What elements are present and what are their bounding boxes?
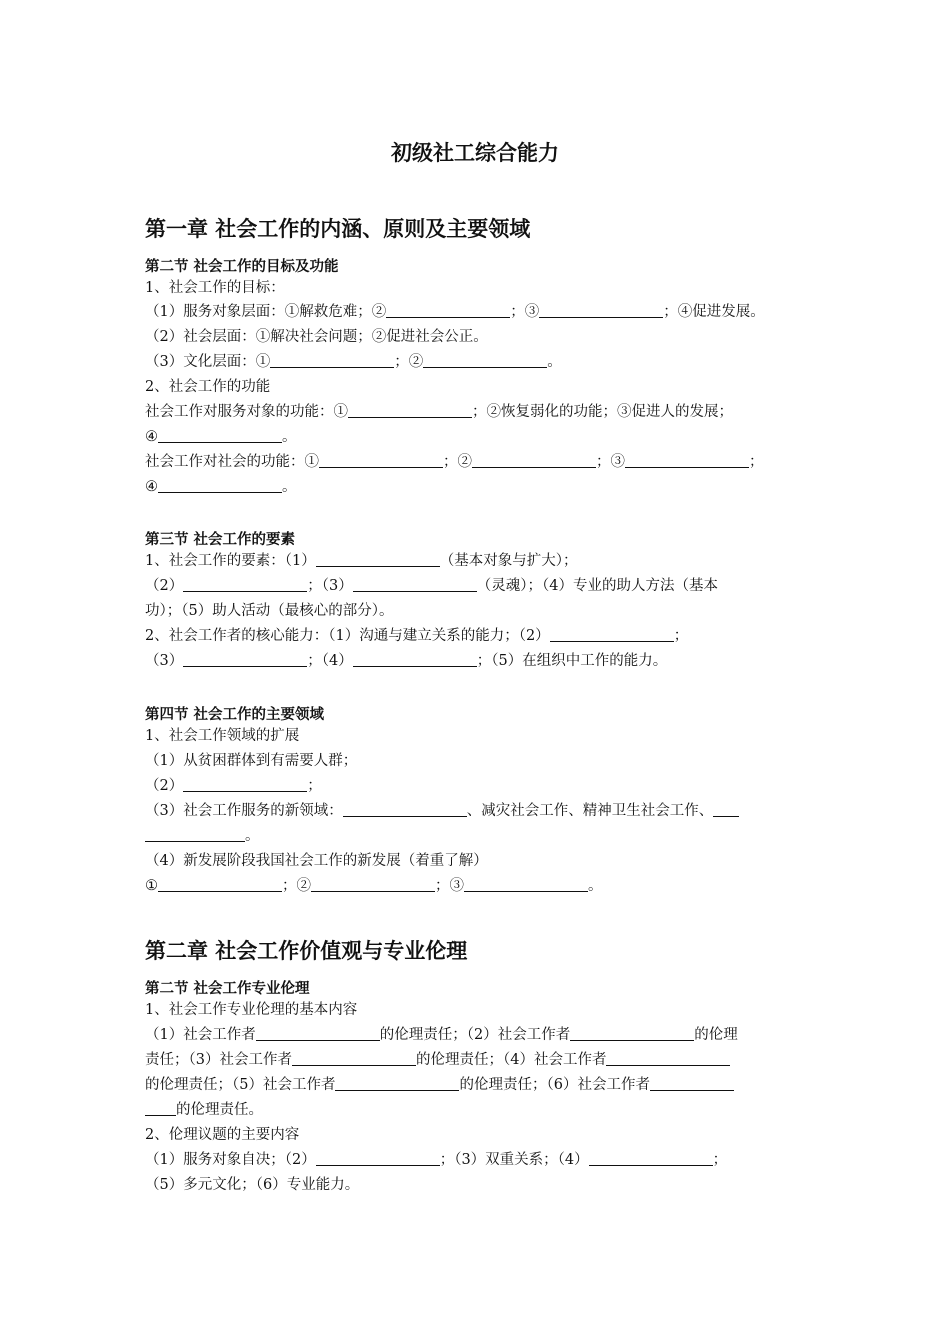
fill-blank[interactable] bbox=[343, 801, 467, 817]
text-line: （2） ； bbox=[145, 778, 322, 794]
fill-blank[interactable] bbox=[386, 302, 510, 318]
fill-blank[interactable] bbox=[145, 826, 245, 842]
chapter-2-heading: 第二章 社会工作价值观与专业伦理 bbox=[145, 939, 468, 963]
fill-blank[interactable] bbox=[316, 551, 440, 567]
text-line: ① ；② ；③ 。 bbox=[145, 878, 603, 894]
document-title: 初级社工综合能力 bbox=[391, 141, 559, 165]
text-line: （3）社会工作服务的新领域： 、减灾社会工作、精神卫生社会工作、 bbox=[145, 801, 739, 821]
text-line: 2、社会工作的功能 bbox=[145, 379, 271, 395]
text-line: （3） ；（4） ；（5）在组织中工作的能力。 bbox=[145, 653, 668, 669]
text-line: （1）服务对象自决；（2） ；（3）双重关系；（4） ； bbox=[145, 1152, 728, 1168]
fill-blank[interactable] bbox=[606, 1050, 730, 1066]
fill-blank[interactable] bbox=[158, 876, 282, 892]
fill-blank[interactable] bbox=[472, 452, 596, 468]
section-heading: 第二节 社会工作专业伦理 bbox=[145, 981, 310, 997]
fill-blank[interactable] bbox=[256, 1025, 380, 1041]
text-line: （1）社会工作者 的伦理责任；（2）社会工作者 的伦理 bbox=[145, 1027, 738, 1043]
text-line: 2、伦理议题的主要内容 bbox=[145, 1127, 300, 1143]
text-line: 的伦理责任；（5）社会工作者 的伦理责任；（6）社会工作者 bbox=[145, 1075, 734, 1095]
text-line: 责任；（3）社会工作者 的伦理责任；（4）社会工作者 bbox=[145, 1050, 730, 1070]
fill-blank[interactable] bbox=[158, 477, 282, 493]
fill-blank[interactable] bbox=[319, 452, 443, 468]
fill-blank[interactable] bbox=[570, 1025, 694, 1041]
fill-blank[interactable] bbox=[713, 801, 739, 817]
fill-blank[interactable] bbox=[550, 626, 674, 642]
text-line: （3）文化层面：① ；② 。 bbox=[145, 354, 562, 370]
text-line: 的伦理责任。 bbox=[145, 1100, 263, 1120]
text-line: （1）服务对象层面：①解救危难；② ；③ ；④促进发展。 bbox=[145, 304, 765, 320]
fill-blank[interactable] bbox=[589, 1150, 713, 1166]
text-line: （4）新发展阶段我国社会工作的新发展（着重了解） bbox=[145, 853, 488, 869]
fill-blank[interactable] bbox=[183, 651, 307, 667]
fill-blank[interactable] bbox=[650, 1075, 734, 1091]
fill-blank[interactable] bbox=[423, 352, 547, 368]
text-line: （2） ；（3） （灵魂）；（4）专业的助人方法（基本 bbox=[145, 578, 718, 594]
section-heading: 第三节 社会工作的要素 bbox=[145, 532, 296, 548]
text-line: 功）；（5）助人活动（最核心的部分）。 bbox=[145, 603, 394, 619]
text-line: ④ 。 bbox=[145, 479, 297, 495]
fill-blank[interactable] bbox=[183, 576, 307, 592]
text-line: （1）从贫困群体到有需要人群； bbox=[145, 753, 358, 769]
text-line: 1、社会工作的目标： bbox=[145, 280, 285, 296]
fill-blank[interactable] bbox=[145, 1100, 176, 1116]
chapter-1-heading: 第一章 社会工作的内涵、原则及主要领域 bbox=[145, 217, 531, 241]
text-line: 1、社会工作的要素：（1） （基本对象与扩大）； bbox=[145, 553, 578, 569]
section-heading: 第二节 社会工作的目标及功能 bbox=[145, 259, 339, 275]
fill-blank[interactable] bbox=[158, 427, 282, 443]
text-line: 2、社会工作者的核心能力：（1）沟通与建立关系的能力；（2） ； bbox=[145, 628, 689, 644]
fill-blank[interactable] bbox=[316, 1150, 440, 1166]
fill-blank[interactable] bbox=[464, 876, 588, 892]
fill-blank[interactable] bbox=[311, 876, 435, 892]
section-heading: 第四节 社会工作的主要领域 bbox=[145, 707, 325, 723]
fill-blank[interactable] bbox=[292, 1050, 416, 1066]
fill-blank[interactable] bbox=[353, 576, 477, 592]
text-line: 1、社会工作领域的扩展 bbox=[145, 728, 300, 744]
text-line: （2）社会层面：①解决社会问题；②促进社会公正。 bbox=[145, 329, 488, 345]
text-line: 。 bbox=[145, 826, 260, 846]
text-line: 社会工作对社会的功能：① ；② ；③ ； bbox=[145, 454, 764, 470]
text-line: 社会工作对服务对象的功能：① ；②恢复弱化的功能；③促进人的发展； bbox=[145, 404, 733, 420]
fill-blank[interactable] bbox=[353, 651, 477, 667]
text-line: ④ 。 bbox=[145, 429, 297, 445]
fill-blank[interactable] bbox=[348, 402, 472, 418]
fill-blank[interactable] bbox=[270, 352, 394, 368]
text-line: （5）多元文化；（6）专业能力。 bbox=[145, 1177, 360, 1193]
text-line: 1、社会工作专业伦理的基本内容 bbox=[145, 1002, 358, 1018]
fill-blank[interactable] bbox=[183, 776, 307, 792]
fill-blank[interactable] bbox=[625, 452, 749, 468]
fill-blank[interactable] bbox=[335, 1075, 459, 1091]
fill-blank[interactable] bbox=[539, 302, 663, 318]
